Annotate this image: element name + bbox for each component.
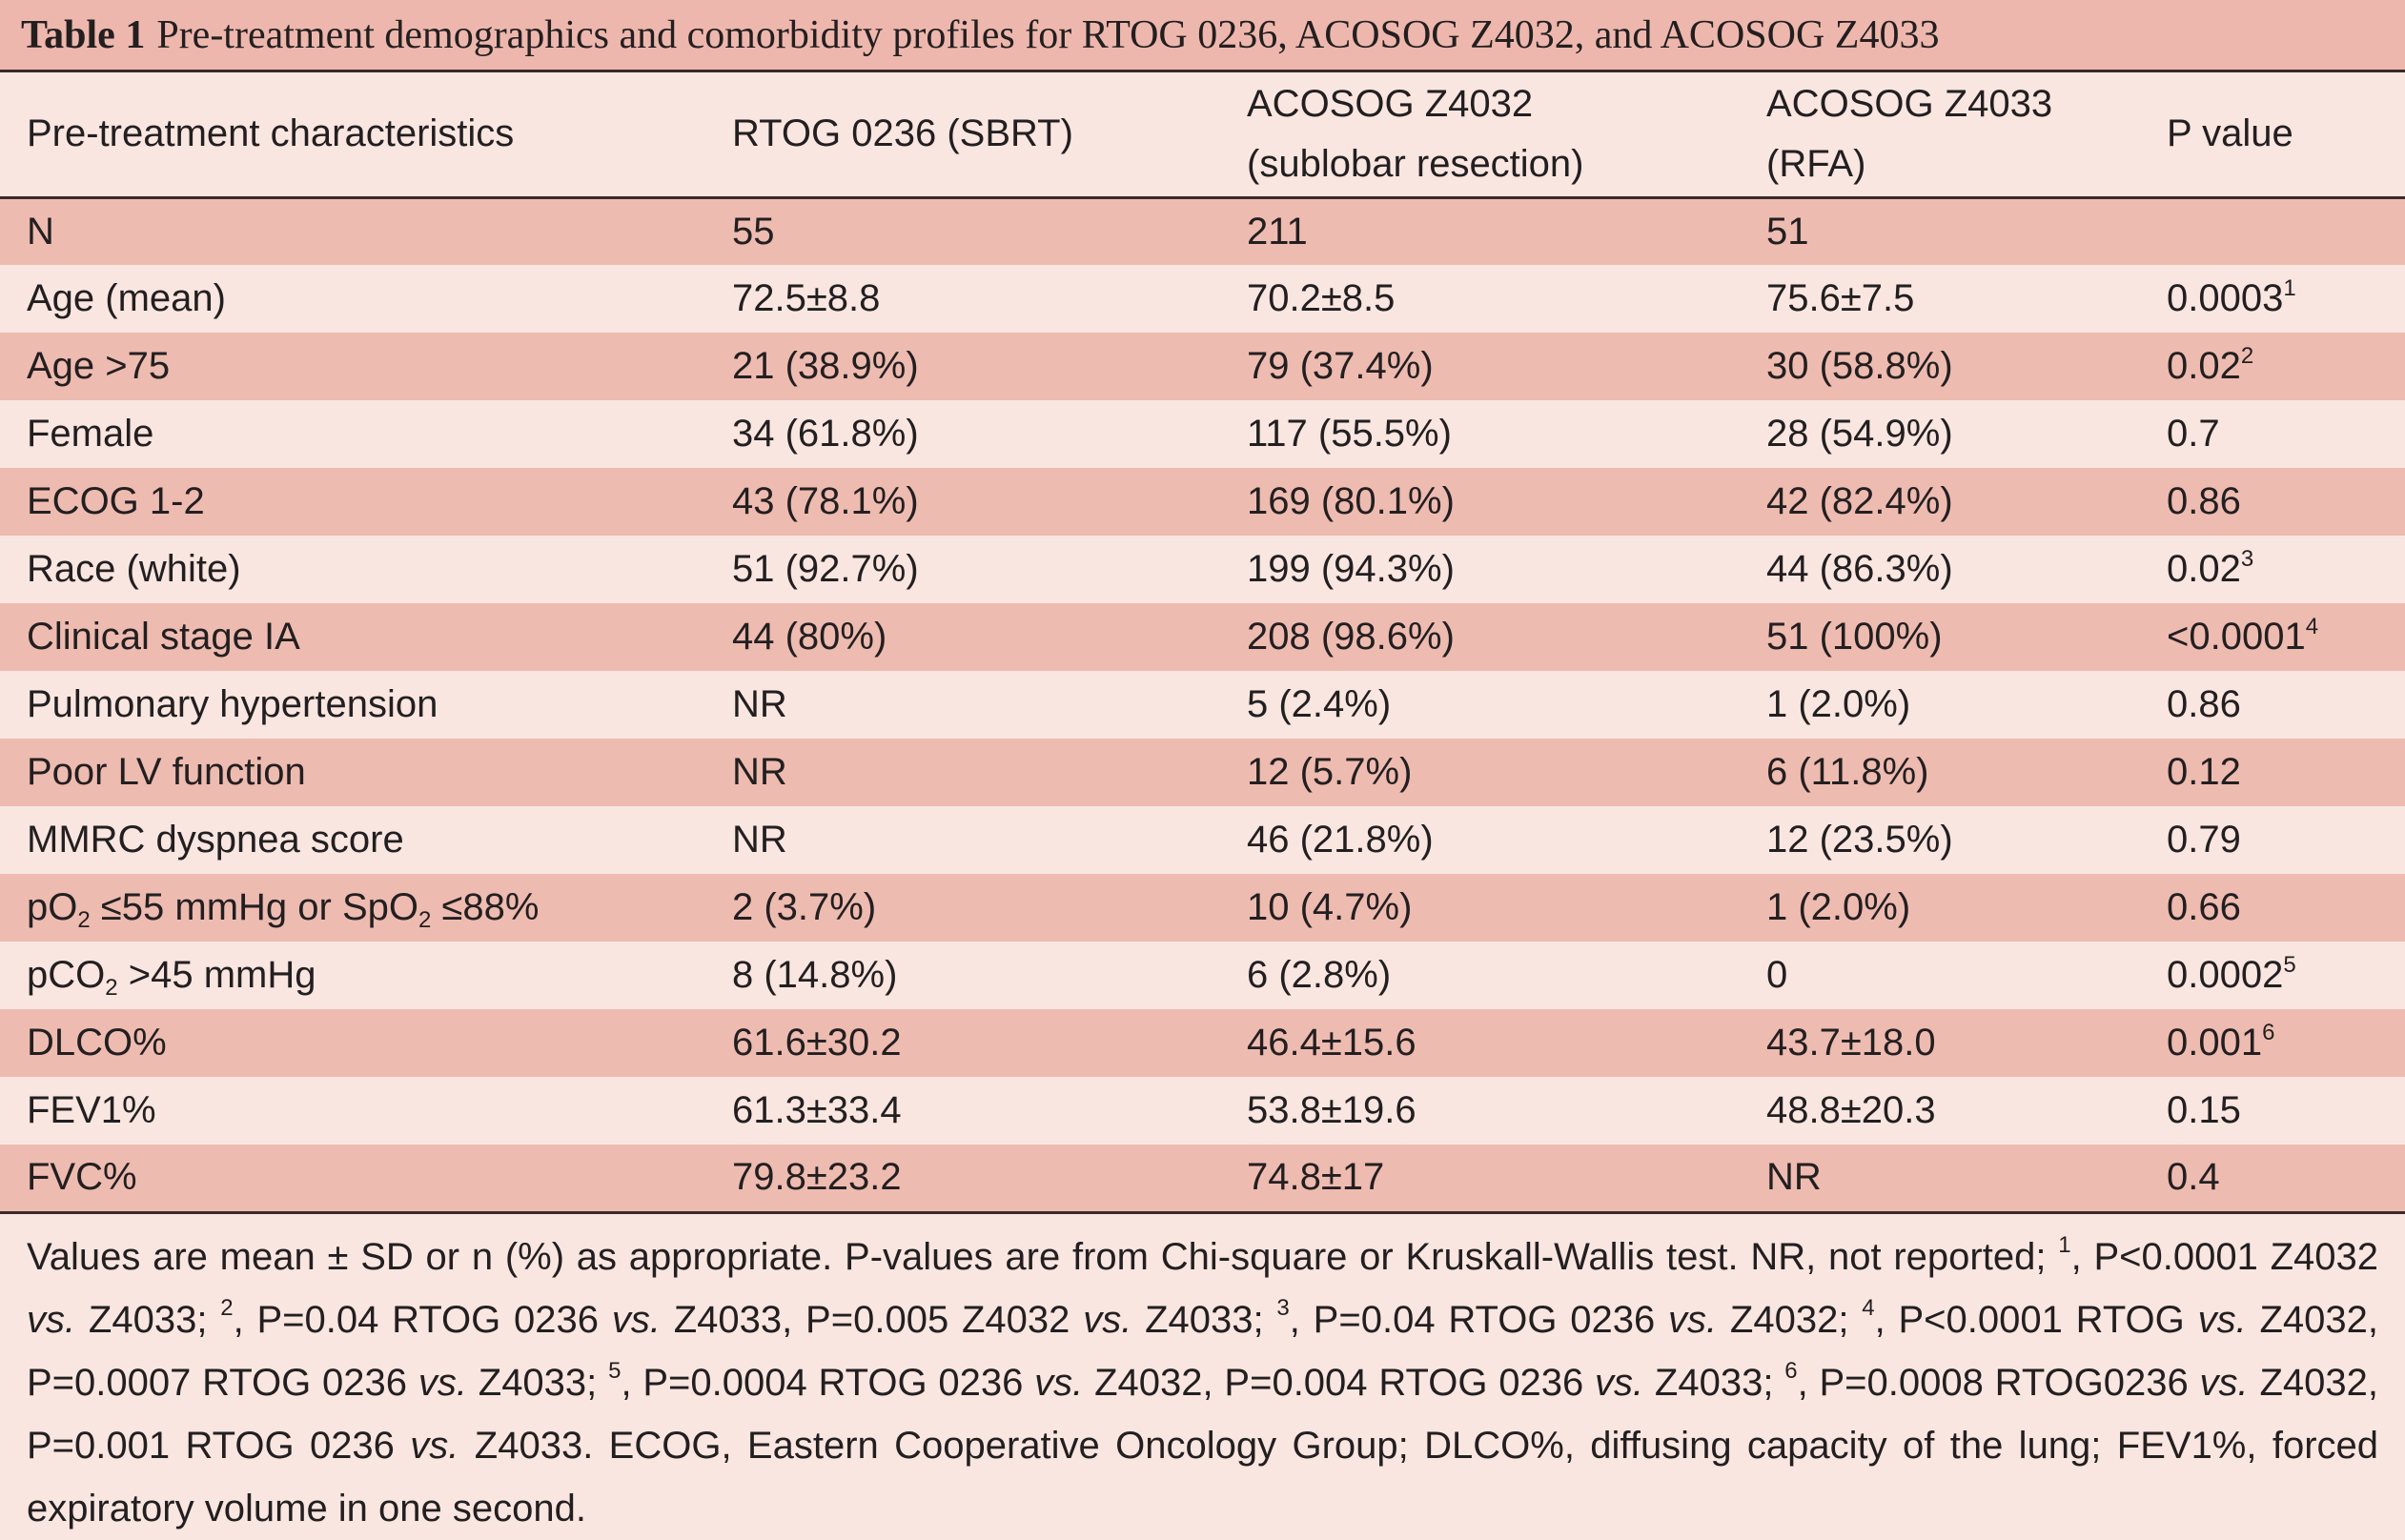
cell-p-value: 0.7 bbox=[2167, 413, 2220, 455]
cell-p-value: 0.02$^2$ bbox=[2167, 343, 2254, 387]
footnote-marker: 2 bbox=[2240, 343, 2254, 369]
cell-z4033: 0 bbox=[1766, 954, 1788, 996]
table-title: Pre-treatment demographics and comorbidity profiles for RTOG 0236, ACOSOG Z4032, and ACOSOG Z4033 bbox=[156, 12, 1940, 57]
cell-rtog: 61.3±33.4 bbox=[732, 1089, 902, 1131]
cell-z4033: 75.6±7.5 bbox=[1766, 277, 1915, 319]
cell-z4032: 46.4±15.6 bbox=[1247, 1022, 1417, 1064]
cell-z4032: 169 (80.1%) bbox=[1247, 480, 1455, 522]
cell-p-value: 0.12 bbox=[2167, 751, 2241, 793]
row-label: Race (white) bbox=[27, 548, 241, 590]
cell-z4032: 53.8±19.6 bbox=[1247, 1089, 1417, 1131]
cell-z4032: 12 (5.7%) bbox=[1247, 751, 1413, 793]
row-label: FEV1% bbox=[27, 1089, 156, 1131]
row-label: Female bbox=[27, 413, 154, 455]
cell-rtog: 44 (80%) bbox=[732, 616, 887, 658]
cell-p-value: 0.15 bbox=[2167, 1089, 2241, 1131]
cell-z4033: 51 (100%) bbox=[1766, 616, 1943, 658]
cell-p-value: 0.66 bbox=[2167, 886, 2241, 928]
header-p-value: P value bbox=[2167, 112, 2293, 155]
cell-z4033: 6 (11.8%) bbox=[1766, 751, 1929, 793]
cell-z4032: 70.2±8.5 bbox=[1247, 277, 1396, 319]
cell-z4033: 12 (23.5%) bbox=[1766, 819, 1953, 861]
table-row bbox=[0, 1077, 2405, 1145]
cell-rtog: 55 bbox=[732, 210, 775, 253]
row-label: Pulmonary hypertension bbox=[27, 683, 438, 725]
table-row bbox=[0, 400, 2405, 468]
header-characteristics: Pre-treatment characteristics bbox=[27, 112, 515, 155]
header-z4033: ACOSOG Z4033 (RFA) bbox=[1766, 82, 2053, 185]
cell-z4033: 1 (2.0%) bbox=[1766, 886, 1911, 928]
cell-rtog: 8 (14.8%) bbox=[732, 954, 898, 996]
table-row bbox=[0, 197, 2405, 265]
header-z4032: ACOSOG Z4032 (sublobar resection) bbox=[1247, 82, 1584, 185]
cell-z4033: 44 (86.3%) bbox=[1766, 548, 1953, 590]
table-row bbox=[0, 603, 2405, 671]
table-row bbox=[0, 739, 2405, 806]
table-row bbox=[0, 942, 2405, 1009]
row-label: Poor LV function bbox=[27, 751, 306, 793]
cell-p-value: 0.001$^6$ bbox=[2167, 1020, 2275, 1064]
footnote-marker: 6 bbox=[2262, 1020, 2275, 1045]
table-row bbox=[0, 468, 2405, 536]
cell-z4033: 42 (82.4%) bbox=[1766, 480, 1953, 522]
cell-rtog: 61.6±30.2 bbox=[732, 1022, 902, 1064]
cell-z4032: 117 (55.5%) bbox=[1247, 413, 1452, 455]
header-rtog: RTOG 0236 (SBRT) bbox=[732, 112, 1073, 155]
table-footnote: Values are mean ± SD or n (%) as appropriate. P-values are from Chi-square or Kruskall-Wallis test. NR, not reported; $^1$, P<0.0001 Z4032 vs. Z4033; $^2$, P=0.04 RTOG 0236 vs. Z4033, P=0.005 Z4032 vs. Z4033; $^3$, P=0.04 RTOG 0236 vs. Z4032; $^4$, P<0.0001 RTOG vs. Z4032, P=0.0007 RTOG 0236 vs. Z4033; $^5$, P=0.0004 RTOG 0236 vs. Z4032, P=0.004 RTOG 0236 vs. Z4033; $^6$, P=0.0008 RTOG0236 vs. Z4032, P=0.001 RTOG 0236 vs. Z4033. ECOG, Eastern Cooperative Oncology Group; DLCO%, diffusing capacity of the lung; FEV1%, forced expiratory volume in one second. bbox=[0, 1214, 2405, 1540]
cell-rtog: 2 (3.7%) bbox=[732, 886, 877, 928]
cell-rtog: 79.8±23.2 bbox=[732, 1156, 902, 1199]
cell-z4033: 48.8±20.3 bbox=[1766, 1089, 1936, 1131]
row-label: Age (mean) bbox=[27, 277, 226, 319]
cell-rtog: 34 (61.8%) bbox=[732, 413, 919, 455]
cell-p-value: 0.0003$^1$ bbox=[2167, 275, 2296, 319]
row-label: Age >75 bbox=[27, 345, 171, 387]
cell-z4033: NR bbox=[1766, 1156, 1822, 1199]
cell-z4032: 5 (2.4%) bbox=[1247, 683, 1392, 725]
table-row bbox=[0, 806, 2405, 874]
cell-z4032: 6 (2.8%) bbox=[1247, 954, 1392, 996]
cell-rtog: 21 (38.9%) bbox=[732, 345, 919, 387]
cell-z4033: 51 bbox=[1766, 210, 1809, 253]
row-label: $pO_2 \le 55$ mmHg or SpO$_2$ ≤88% bbox=[27, 886, 540, 933]
footnote-marker: 4 bbox=[2305, 614, 2319, 639]
cell-z4032: 79 (37.4%) bbox=[1247, 345, 1434, 387]
cell-z4033: 28 (54.9%) bbox=[1766, 413, 1953, 455]
table-row bbox=[0, 265, 2405, 333]
row-label: FVC% bbox=[27, 1156, 137, 1199]
table-row bbox=[0, 874, 2405, 942]
cell-p-value bbox=[2140, 197, 2405, 265]
footnote-marker: 3 bbox=[2240, 546, 2254, 572]
cell-z4032: 10 (4.7%) bbox=[1247, 886, 1413, 928]
cell-p-value: 0.4 bbox=[2167, 1156, 2220, 1199]
cell-p-value: 0.02$^3$ bbox=[2167, 546, 2254, 590]
row-label: ECOG 1-2 bbox=[27, 480, 205, 522]
row-label: Clinical stage IA bbox=[27, 616, 300, 658]
row-label: DLCO% bbox=[27, 1022, 167, 1064]
cell-p-value: 0.86 bbox=[2167, 683, 2241, 725]
table-row bbox=[0, 333, 2405, 400]
header-row bbox=[0, 72, 2405, 197]
demographics-table bbox=[0, 72, 2405, 1214]
cell-rtog: NR bbox=[732, 819, 787, 861]
cell-rtog: 51 (92.7%) bbox=[732, 548, 919, 590]
cell-p-value: 0.0002$^5$ bbox=[2167, 952, 2296, 996]
table-row bbox=[0, 1009, 2405, 1077]
cell-z4032: 46 (21.8%) bbox=[1247, 819, 1434, 861]
cell-z4032: 199 (94.3%) bbox=[1247, 548, 1455, 590]
row-label: MMRC dyspnea score bbox=[27, 819, 404, 861]
cell-z4032: 208 (98.6%) bbox=[1247, 616, 1455, 658]
cell-p-value: 0.86 bbox=[2167, 480, 2241, 522]
table-row bbox=[0, 536, 2405, 603]
cell-z4033: 1 (2.0%) bbox=[1766, 683, 1911, 725]
row-label: N bbox=[27, 210, 54, 253]
cell-z4033: 30 (58.8%) bbox=[1766, 345, 1953, 387]
cell-z4032: 74.8±17 bbox=[1247, 1156, 1385, 1199]
cell-p-value: 0.79 bbox=[2167, 819, 2241, 861]
footnote-marker: 5 bbox=[2283, 952, 2296, 978]
cell-z4032: 211 bbox=[1247, 210, 1308, 253]
table-row bbox=[0, 1145, 2405, 1212]
cell-rtog: NR bbox=[732, 751, 787, 793]
cell-rtog: 72.5±8.8 bbox=[732, 277, 881, 319]
table-row bbox=[0, 671, 2405, 739]
table-label: Table 1 bbox=[21, 12, 146, 57]
cell-z4033: 43.7±18.0 bbox=[1766, 1022, 1936, 1064]
footnote-marker: 1 bbox=[2283, 275, 2296, 301]
cell-rtog: NR bbox=[732, 683, 787, 725]
row-label: pCO$_2$ >45 mmHg bbox=[27, 954, 316, 1001]
cell-rtog: 43 (78.1%) bbox=[732, 480, 919, 522]
cell-p-value: $<0.0001^4$ bbox=[2167, 614, 2319, 658]
table-caption bbox=[0, 0, 2405, 72]
